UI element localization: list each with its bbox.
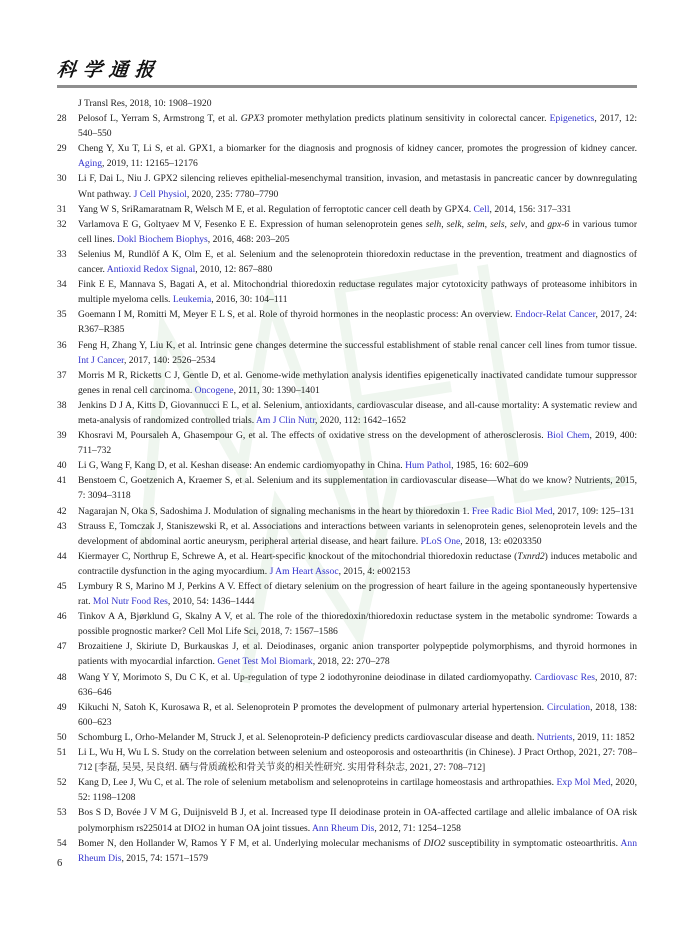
- journal-link[interactable]: Cardiovasc Res: [534, 671, 596, 683]
- gene-name-italic: DIO2: [423, 837, 446, 849]
- reference-text: [78, 670, 637, 700]
- reference-text-segment: Fink E E, Mannava S, Bagati A, et al. Mitochondrial thioredoxin reductase regulates major cytotoxicity pathways of proteasome inhibitors in multiple myeloma cells.: [78, 279, 637, 306]
- reference-number: 42: [57, 505, 67, 517]
- reference-item: [57, 428, 637, 458]
- reference-text: [78, 745, 637, 775]
- reference-text-segment: Pelosof L, Yerram S, Armstrong T, et al.: [78, 113, 241, 125]
- gene-name-italic: selh: [425, 218, 442, 230]
- reference-text: [78, 579, 637, 609]
- gene-name-italic: GPX3: [240, 113, 265, 125]
- reference-text: [78, 639, 637, 669]
- reference-text-segment: , 2017, 109: 125–131: [552, 505, 635, 517]
- reference-number: 34: [57, 279, 67, 291]
- reference-text: [78, 307, 637, 337]
- reference-text-segment: , 2017, 12: 540–550: [78, 113, 637, 140]
- reference-text-segment: ,: [504, 218, 511, 230]
- reference-text-segment: Brozaitiene J, Skiriute D, Burkauskas J, et al. Deiodinases, organic anion transporter polypeptide polymorphisms, and thyroid hormones in patients with myocardial infarction.: [78, 641, 637, 668]
- reference-text: [78, 247, 637, 277]
- reference-text-segment: Schomburg L, Orho-Melander M, Struck J, et al. Selenoprotein-P deficiency predicts cardiovascular disease and death.: [78, 731, 537, 743]
- reference-text-segment: Varlamova E G, Goltyaev M V, Fesenko E E. Expression of human selenoprotein genes: [78, 218, 426, 230]
- reference-text-segment: , 2010, 54: 1436–1444: [167, 596, 255, 608]
- reference-text: [78, 730, 637, 745]
- journal-link[interactable]: Int J Cancer: [78, 354, 124, 366]
- reference-number: 49: [57, 701, 67, 713]
- reference-continuation-line: J Transl Res, 2018, 10: 1908–1920: [78, 98, 212, 109]
- journal-link[interactable]: Nutrients: [536, 731, 573, 743]
- reference-item: [57, 775, 637, 805]
- reference-text: [78, 700, 637, 730]
- reference-number: 41: [57, 475, 67, 487]
- reference-number: 39: [57, 430, 67, 442]
- reference-number: 54: [57, 837, 67, 849]
- reference-number: 32: [57, 218, 67, 230]
- reference-text-segment: Bos S D, Bovée J V M G, Duijnisveld B J, et al. Increased type II deiodinase protein in OA-affected cartilage and allelic imbalance of OA risk polymorphism rs225014 at DIO2 in human OA joint tissues.: [78, 807, 637, 834]
- reference-text-segment: Tinkov A A, Bjørklund G, Skalny A V, et al. The role of the thioredoxin/thioredoxin reductase system in the metabolic syndrome: Towards a possible prognostic marker? Cell Mol Life Sci, 2018, 7: 1567–1586: [78, 611, 637, 638]
- reference-number: 45: [57, 581, 67, 592]
- reference-text: [78, 805, 637, 835]
- journal-link[interactable]: Oncogene: [194, 384, 234, 396]
- reference-text-segment: in various tumor cell lines.: [78, 218, 638, 245]
- reference-item: [57, 338, 637, 368]
- reference-text-segment: , 2018, 138: 600–623: [78, 701, 637, 728]
- journal-link[interactable]: Hum Pathol: [405, 460, 452, 472]
- reference-item: [57, 307, 637, 337]
- reference-text-segment: ,: [441, 218, 447, 230]
- reference-text-segment: Kikuchi N, Satoh K, Kurosawa R, et al. Selenoprotein P promotes the development of pulmonary arterial hypertension.: [78, 701, 547, 713]
- page-number: 6: [57, 858, 63, 869]
- reference-text-segment: Yang W S, SriRamaratnam R, Welsch M E, et al. Regulation of ferroptotic cancer cell death by GPX4.: [78, 203, 474, 215]
- reference-item: [57, 473, 637, 503]
- reference-item: [57, 247, 637, 277]
- reference-text: [78, 458, 637, 473]
- reference-item: [57, 277, 637, 307]
- journal-link[interactable]: J Cell Physiol: [133, 188, 187, 200]
- journal-link[interactable]: Epigenetics: [549, 113, 595, 125]
- reference-item: [57, 700, 637, 730]
- reference-text-segment: Bomer N, den Hollander W, Ramos Y F M, et al. Underlying molecular mechanisms of: [78, 837, 424, 849]
- reference-item: [57, 519, 637, 549]
- reference-text-segment: Morris M R, Ricketts C J, Gentle D, et al. Genome-wide methylation analysis identifies epigenetically inactivated candidate tumour suppressor genes in renal cell carcinoma.: [78, 369, 637, 396]
- reference-text: [78, 217, 637, 247]
- reference-number: 43: [57, 520, 67, 532]
- journal-link[interactable]: Endocr-Relat Cancer: [515, 309, 596, 321]
- reference-text-segment: Li L, Wu H, Wu L S. Study on the correlation between selenium and osteoporosis and osteoarthritis (in Chinese). J Pract Orthop, 2021, 27: 708–712 [李磊, 吴昊, 吴良绍. 硒与骨质疏松和骨关节炎的相关性研究. 实用骨科杂志, 2021, 27: 708–712]: [78, 747, 637, 774]
- reference-text-segment: susceptibility in symptomatic osteoarthritis.: [445, 837, 621, 849]
- reference-text: [78, 473, 637, 503]
- reference-text-segment: Wang Y Y, Morimoto S, Du C K, et al. Up-regulation of type 2 iodothyronine deiodinase in dilated cardiomyopathy.: [78, 671, 535, 683]
- reference-text-segment: , 2019, 11: 12165–12176: [101, 158, 198, 170]
- reference-text-segment: Lymbury R S, Marino M J, Perkins A V. Effect of dietary selenium on the progression of heart failure in the ageing spontaneously hypertensive rat.: [78, 581, 637, 608]
- gene-name-italic: gpx-6: [547, 218, 570, 230]
- reference-number: 28: [57, 113, 67, 125]
- journal-link[interactable]: J Am Heart Assoc: [269, 565, 339, 577]
- reference-item: [57, 171, 637, 201]
- reference-text: [78, 141, 637, 171]
- journal-link[interactable]: PLoS One: [420, 535, 461, 547]
- reference-number: 50: [57, 731, 67, 743]
- reference-item: [57, 639, 637, 669]
- reference-number: 37: [57, 369, 67, 381]
- reference-item: [57, 111, 637, 141]
- reference-text-segment: , 2018, 22: 270–278: [312, 656, 390, 668]
- reference-text-segment: Li F, Dai L, Niu J. GPX2 silencing relieves epithelial-mesenchymal transition, invasion, and metastasis in pancreatic cancer by downregulating Wnt pathway.: [78, 173, 637, 200]
- reference-text-segment: Kang D, Lee J, Wu C, et al. The role of selenium metabolism and selenoproteins in cartilage homeostasis and arthropathies.: [78, 777, 557, 789]
- journal-link[interactable]: Free Radic Biol Med: [471, 505, 553, 517]
- reference-text-segment: , 2015, 74: 1571–1579: [121, 852, 209, 864]
- reference-text-segment: ,: [461, 218, 468, 230]
- journal-link[interactable]: Ann Rheum Dis: [78, 837, 638, 864]
- reference-text-segment: , 2014, 156: 317–331: [489, 203, 572, 215]
- reference-text-segment: , 2019, 400: 711–732: [78, 430, 637, 457]
- reference-text-segment: , 2020, 235: 7780–7790: [186, 188, 279, 200]
- journal-link[interactable]: Biol Chem: [546, 430, 590, 442]
- reference-text-segment: , 2016, 468: 203–205: [207, 233, 290, 245]
- reference-text-segment: , 2010, 12: 867–880: [195, 264, 273, 276]
- reference-item: [57, 368, 637, 398]
- reference-number: 31: [57, 203, 67, 215]
- journal-link[interactable]: Ann Rheum Dis: [311, 822, 375, 834]
- reference-text: [78, 338, 637, 368]
- reference-text-segment: Jenkins D J A, Kitts D, Giovannucci E L, et al. Selenium, antioxidants, cardiovascular disease, and all-cause mortality: A systematic review and meta-analysis of randomized controlled trials.: [78, 399, 637, 426]
- reference-number: 46: [57, 611, 67, 623]
- reference-text: [78, 504, 637, 519]
- reference-item: [57, 398, 637, 428]
- reference-text-segment: , 2019, 11: 1852: [572, 731, 635, 743]
- reference-item: [57, 579, 637, 609]
- reference-item: [57, 730, 637, 745]
- reference-text-segment: Kiermayer C, Northrup E, Schrewe A, et al. Heart-specific knockout of the mitochondrial thioredoxin reductase (: [78, 550, 518, 562]
- reference-number: 29: [57, 143, 67, 155]
- journal-link[interactable]: Genet Test Mol Biomark: [217, 656, 313, 668]
- reference-text: [78, 609, 637, 639]
- reference-number: 44: [57, 550, 67, 562]
- reference-text-segment: Selenius M, Rundlöf A K, Olm E, et al. Selenium and the selenoprotein thioredoxin reductase in the prevention, treatment and diagnostics of cancer.: [78, 248, 637, 276]
- reference-text: [78, 836, 637, 866]
- reference-item: [57, 745, 637, 775]
- reference-item: [57, 670, 637, 700]
- reference-text-segment: , 2020, 52: 1198–1208: [78, 777, 637, 804]
- reference-text-segment: , 2017, 24: R367–R385: [78, 309, 638, 336]
- reference-text-segment: , and: [524, 218, 548, 230]
- reference-text-segment: Khosravi M, Poursaleh A, Ghasempour G, et al. The effects of oxidative stress on the development of atherosclerosis.: [78, 430, 547, 442]
- reference-text: [78, 171, 637, 201]
- reference-text-segment: Benstoem C, Goetzenich A, Kraemer S, et al. Selenium and its supplementation in cardiovascular disease—What do we know? Nutrients, 2015, 7: 3094–3118: [78, 475, 637, 502]
- journal-link[interactable]: Cell: [473, 203, 490, 215]
- reference-text-segment: ,: [484, 218, 491, 230]
- reference-text-segment: promoter methylation predicts platinum sensitivity in colorectal cancer.: [264, 113, 550, 125]
- reference-text-segment: Nagarajan N, Oka S, Sadoshima J. Modulation of signaling mechanisms in the heart by thioredoxin 1.: [78, 505, 472, 517]
- reference-text-segment: , 2012, 71: 1254–1258: [374, 822, 461, 834]
- reference-number: 48: [57, 671, 67, 683]
- reference-item: [57, 141, 637, 171]
- reference-text: [78, 111, 637, 141]
- reference-item: [57, 504, 637, 519]
- reference-text-segment: , 1985, 16: 602–609: [451, 460, 529, 472]
- reference-item: [57, 836, 637, 866]
- reference-text: [78, 368, 637, 398]
- reference-item: [57, 202, 637, 217]
- reference-text-segment: ) induces metabolic and contractile dysfunction in the aging myocardium.: [78, 550, 638, 577]
- reference-text-segment: Feng H, Zhang Y, Liu K, et al. Intrinsic gene changes determine the successful establishment of stable renal cancer cell lines from tumor tissue.: [78, 339, 637, 351]
- reference-number: 40: [57, 460, 67, 472]
- reference-text: [78, 277, 637, 307]
- reference-text: [78, 428, 637, 458]
- journal-link[interactable]: Mol Nutr Food Res: [92, 596, 168, 608]
- reference-text: [78, 775, 637, 805]
- reference-text-segment: , 2020, 112: 1642–1652: [315, 414, 407, 426]
- reference-text-segment: Strauss E, Tomczak J, Staniszewski R, et al. Associations and interactions between variants in selenoprotein genes, selenoprotein levels and the development of abdominal aortic aneurysm, peripheral arterial disease, and heart failure.: [78, 520, 637, 547]
- reference-text-segment: , 2016, 30: 104–111: [211, 294, 288, 306]
- reference-number: 36: [57, 339, 67, 351]
- reference-item: [57, 217, 637, 247]
- reference-number: 33: [57, 248, 67, 260]
- reference-item: [57, 609, 637, 639]
- reference-text: [78, 398, 637, 428]
- reference-text-segment: , 2011, 30: 1390–1401: [233, 384, 320, 396]
- gene-name-italic: selv: [510, 218, 525, 230]
- header-rule: [57, 85, 637, 88]
- reference-text-segment: , 2017, 140: 2526–2534: [123, 354, 216, 366]
- gene-name-italic: selm: [467, 218, 485, 230]
- reference-text-segment: , 2010, 87: 636–646: [78, 671, 637, 698]
- reference-number: 51: [57, 747, 67, 759]
- reference-item: [57, 805, 637, 835]
- reference-number: 30: [57, 173, 67, 185]
- reference-item: [57, 549, 637, 579]
- reference-text-segment: Cheng Y, Xu T, Li S, et al. GPX1, a biomarker for the diagnosis and prognosis of kidney cancer, promotes the progression of kidney cancer.: [78, 143, 637, 155]
- journal-link[interactable]: Leukemia: [172, 294, 212, 306]
- reference-number: 52: [57, 777, 67, 789]
- journal-logo: 科学通报: [55, 60, 162, 81]
- gene-name-italic: selk: [446, 218, 462, 230]
- reference-number: 35: [57, 309, 67, 321]
- reference-text-segment: Li G, Wang F, Kang D, et al. Keshan disease: An endemic cardiomyopathy in China.: [78, 460, 406, 472]
- reference-number: 38: [57, 399, 67, 411]
- reference-text: [78, 202, 637, 217]
- reference-item: [57, 458, 637, 473]
- journal-link[interactable]: Am J Clin Nutr: [255, 414, 316, 426]
- reference-text-segment: , 2018, 13: e0203350: [460, 535, 542, 547]
- gene-name-italic: sels: [490, 218, 505, 230]
- reference-text: [78, 549, 637, 579]
- journal-link[interactable]: Exp Mol Med: [556, 777, 611, 789]
- reference-text: [78, 519, 637, 549]
- journal-link[interactable]: Aging: [78, 158, 102, 170]
- journal-link[interactable]: Dokl Biochem Biophys: [117, 233, 208, 245]
- reference-list: [57, 96, 637, 866]
- reference-number: 47: [57, 641, 67, 653]
- reference-text-segment: Goemann I M, Romitti M, Meyer E L S, et al. Role of thyroid hormones in the neoplastic process: An overview.: [78, 309, 516, 321]
- journal-link[interactable]: Antioxid Redox Signal: [106, 264, 196, 276]
- reference-text-segment: , 2015, 4: e002153: [338, 565, 411, 577]
- journal-link[interactable]: Circulation: [546, 701, 591, 713]
- gene-name-italic: Txnrd2: [517, 550, 545, 562]
- reference-number: 53: [57, 807, 67, 819]
